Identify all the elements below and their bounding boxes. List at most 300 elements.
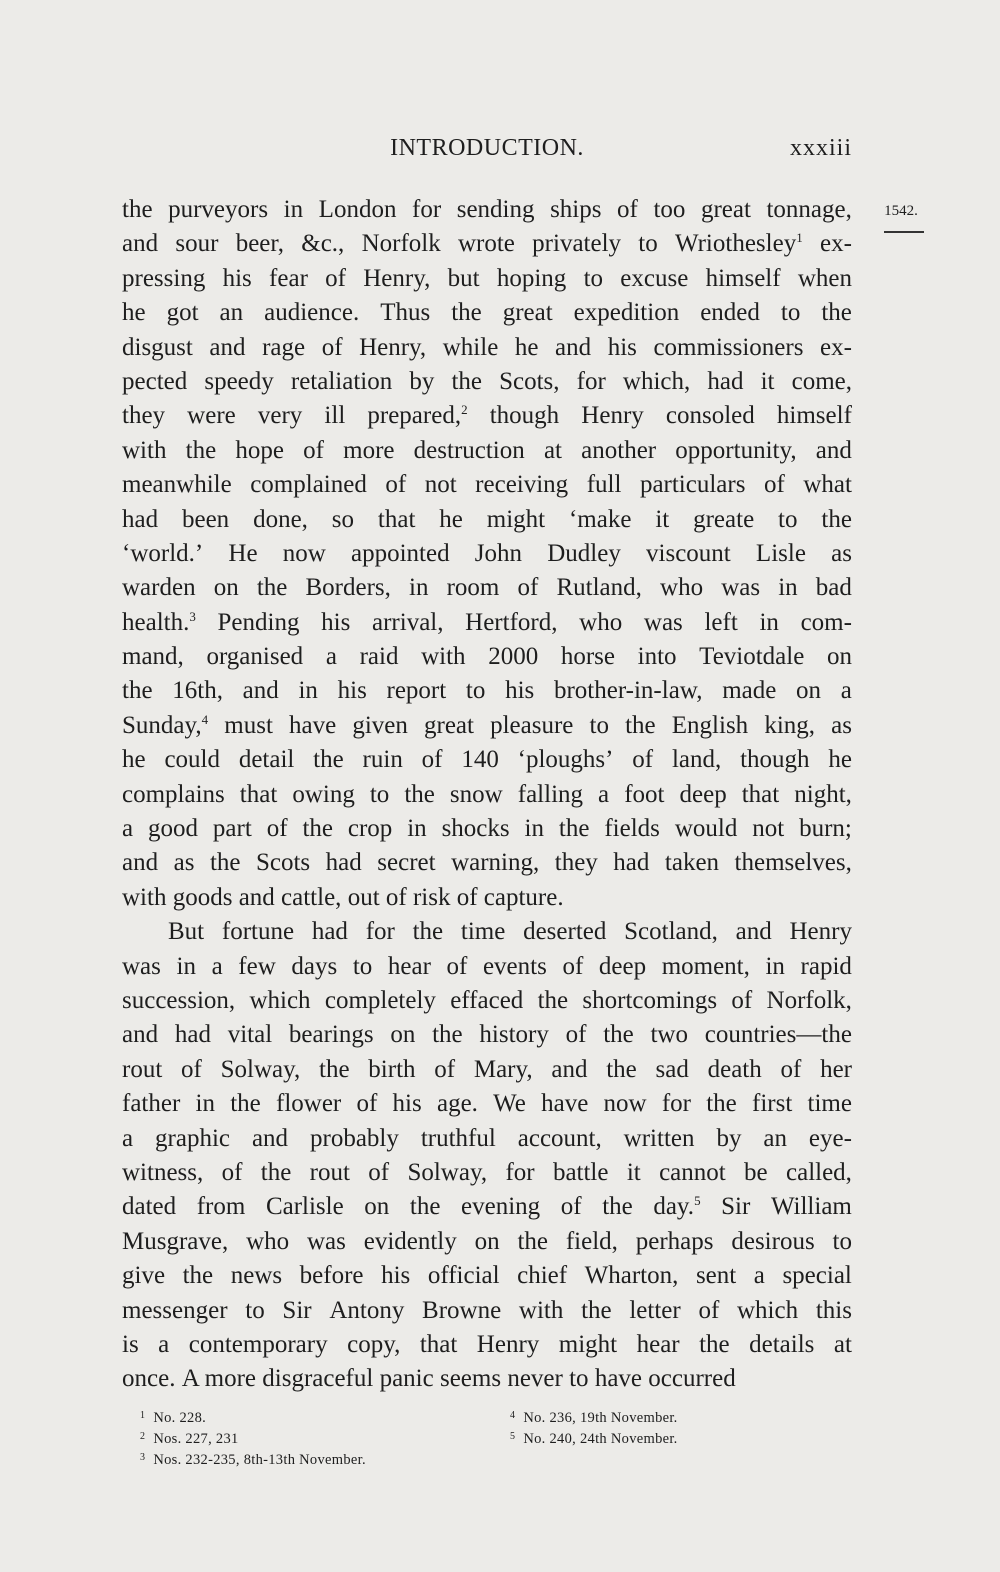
word: particulars bbox=[639, 471, 746, 499]
word: that bbox=[239, 780, 278, 808]
word: the bbox=[625, 711, 656, 739]
word: it bbox=[760, 367, 775, 395]
word: occurred bbox=[648, 1365, 736, 1393]
word: when bbox=[797, 264, 852, 292]
word: a bbox=[122, 815, 134, 843]
word: com- bbox=[800, 608, 852, 636]
word: had bbox=[325, 849, 362, 877]
word: while bbox=[442, 333, 499, 361]
margin-year-note: 1542. bbox=[884, 203, 918, 219]
word: probably bbox=[310, 1124, 399, 1152]
word: 2000 bbox=[488, 643, 539, 671]
word: horse bbox=[560, 643, 615, 671]
word: must bbox=[224, 711, 273, 739]
text-line bbox=[122, 1156, 852, 1190]
word: Lisle bbox=[755, 539, 806, 567]
word: the bbox=[302, 815, 333, 843]
word: to bbox=[638, 230, 658, 258]
word: Hertford, bbox=[465, 608, 558, 636]
word: few bbox=[238, 952, 276, 980]
word: report bbox=[386, 677, 447, 705]
word: they bbox=[554, 849, 598, 877]
footnote-mark: 3 bbox=[140, 1452, 146, 1463]
text-line bbox=[122, 571, 852, 605]
word: and bbox=[551, 1055, 588, 1083]
word: that bbox=[419, 1330, 458, 1358]
word: more bbox=[343, 436, 395, 464]
word: pected bbox=[122, 367, 188, 395]
word: John bbox=[474, 539, 523, 567]
word: brother-in-law, bbox=[553, 677, 703, 705]
word: and bbox=[122, 849, 159, 877]
word: sending bbox=[456, 196, 535, 223]
text-line bbox=[122, 331, 852, 365]
word: on bbox=[826, 643, 852, 671]
word: Carlisle bbox=[265, 1193, 344, 1221]
text-line bbox=[122, 227, 852, 261]
word: on bbox=[796, 677, 822, 705]
footnote-mark: 2 bbox=[140, 1431, 146, 1442]
word: in bbox=[778, 574, 798, 602]
word: his bbox=[222, 264, 252, 292]
text-line bbox=[122, 915, 852, 949]
word: history bbox=[479, 1021, 549, 1049]
word: have bbox=[594, 1365, 643, 1393]
footnote-text: Nos. 232-235, 8th-13th November. bbox=[153, 1452, 366, 1468]
word: ex- bbox=[820, 333, 852, 361]
word: not bbox=[752, 815, 785, 843]
word: made bbox=[722, 677, 777, 705]
word: expedition bbox=[573, 299, 680, 327]
word: of bbox=[385, 471, 407, 499]
word: the bbox=[537, 986, 569, 1014]
footnote bbox=[140, 1426, 480, 1447]
word: of bbox=[325, 264, 346, 292]
word: father bbox=[122, 1090, 181, 1118]
word: was bbox=[643, 608, 683, 636]
word: out bbox=[347, 883, 380, 911]
word: of bbox=[731, 986, 753, 1014]
word: of bbox=[446, 952, 468, 980]
word: the bbox=[602, 1193, 633, 1221]
text-line bbox=[122, 846, 852, 880]
word: what bbox=[803, 471, 852, 499]
word: for bbox=[505, 1158, 535, 1186]
word: at bbox=[543, 436, 562, 464]
word: they bbox=[122, 402, 166, 430]
word: though bbox=[489, 402, 560, 430]
word: a bbox=[753, 1262, 765, 1290]
text-line bbox=[122, 606, 852, 640]
word: Henry, bbox=[363, 264, 431, 292]
word: great bbox=[700, 196, 751, 223]
word: for bbox=[661, 1090, 691, 1118]
word: land, bbox=[671, 746, 722, 774]
word: to bbox=[778, 505, 798, 533]
text-line bbox=[122, 709, 852, 743]
word: left bbox=[704, 608, 738, 636]
word: excuse bbox=[620, 264, 689, 292]
text-line bbox=[122, 743, 852, 777]
word: the bbox=[451, 299, 482, 327]
word: he bbox=[122, 299, 146, 327]
word: he bbox=[828, 746, 852, 774]
footnote bbox=[140, 1447, 480, 1468]
text-line bbox=[122, 503, 852, 537]
word: who bbox=[660, 574, 704, 602]
word: receiving bbox=[475, 471, 569, 499]
word: be bbox=[744, 1158, 768, 1186]
word: as bbox=[173, 849, 195, 877]
word: details bbox=[749, 1330, 815, 1358]
word: might bbox=[558, 1330, 618, 1358]
word: the bbox=[606, 1055, 637, 1083]
word: of bbox=[763, 471, 785, 499]
word: English bbox=[671, 711, 749, 739]
word: copy, bbox=[347, 1330, 401, 1358]
word: had bbox=[174, 1021, 211, 1049]
word: purveyors bbox=[168, 196, 269, 223]
word: Solway, bbox=[407, 1158, 488, 1186]
word: part bbox=[212, 815, 252, 843]
word: themselves, bbox=[734, 849, 852, 877]
word: letter bbox=[629, 1296, 681, 1324]
word: and bbox=[209, 333, 246, 361]
word: on bbox=[213, 574, 239, 602]
word: perhaps bbox=[635, 1227, 714, 1255]
word: succession, bbox=[122, 986, 236, 1014]
word: to bbox=[245, 1296, 265, 1324]
body-text bbox=[122, 193, 852, 1397]
word: of bbox=[356, 1090, 378, 1118]
word: his bbox=[392, 1090, 422, 1118]
word: the bbox=[451, 367, 482, 395]
word: to bbox=[465, 677, 486, 705]
word: a bbox=[598, 780, 610, 808]
word: called, bbox=[786, 1158, 852, 1186]
word: official bbox=[427, 1262, 500, 1290]
word: rout bbox=[122, 1055, 163, 1083]
word: shocks bbox=[441, 815, 510, 843]
word: a bbox=[325, 643, 337, 671]
word: it bbox=[626, 1158, 641, 1186]
word: in bbox=[298, 677, 318, 705]
word: and bbox=[238, 883, 275, 911]
word: day.$^5$ bbox=[653, 1193, 701, 1221]
text-line bbox=[122, 881, 852, 915]
text-line bbox=[122, 1362, 852, 1396]
word: Scots, bbox=[499, 367, 560, 395]
word: of bbox=[632, 746, 654, 774]
footnote bbox=[510, 1426, 790, 1447]
word: hear bbox=[636, 1330, 680, 1358]
footnote-text: No. 240, 24th November. bbox=[523, 1431, 678, 1447]
word: rout bbox=[309, 1158, 350, 1186]
word: retaliation bbox=[290, 367, 393, 395]
word: on bbox=[474, 1227, 500, 1255]
word: 140 bbox=[461, 746, 499, 774]
word: moment, bbox=[661, 952, 750, 980]
word: wrote bbox=[457, 230, 515, 258]
word: crop bbox=[347, 815, 393, 843]
word: of bbox=[517, 574, 539, 602]
word: which bbox=[249, 986, 311, 1014]
word: pleasure bbox=[490, 711, 574, 739]
word: his bbox=[607, 333, 637, 361]
word: with bbox=[518, 1296, 564, 1324]
word: the bbox=[699, 1330, 730, 1358]
word: sent bbox=[695, 1262, 737, 1290]
word: the bbox=[122, 196, 153, 223]
word: time bbox=[807, 1090, 852, 1118]
word: disgraceful bbox=[262, 1365, 374, 1393]
word: foot bbox=[624, 780, 665, 808]
word: mand, bbox=[122, 643, 184, 671]
word: 16th, bbox=[172, 677, 223, 705]
word: &c., bbox=[301, 230, 345, 258]
word: not bbox=[424, 471, 457, 499]
word: Henry bbox=[581, 402, 644, 430]
word: Teviotdale bbox=[699, 643, 805, 671]
word: come, bbox=[791, 367, 852, 395]
word: Browne bbox=[422, 1296, 502, 1324]
text-line bbox=[122, 1328, 852, 1362]
word: which, bbox=[622, 367, 691, 395]
word: in bbox=[759, 608, 779, 636]
word: Norfolk bbox=[361, 230, 441, 258]
word: hoping bbox=[496, 264, 567, 292]
word: the bbox=[821, 299, 852, 327]
word: the bbox=[209, 849, 241, 877]
word: seems bbox=[439, 1365, 502, 1393]
word: king, bbox=[764, 711, 816, 739]
text-line bbox=[122, 950, 852, 984]
word: falling bbox=[517, 780, 584, 808]
word: time bbox=[460, 918, 506, 946]
word: health.$^3$ bbox=[122, 608, 196, 636]
running-head bbox=[122, 135, 852, 167]
word: goods bbox=[172, 883, 233, 911]
word: bearings bbox=[288, 1021, 374, 1049]
word: and bbox=[555, 333, 592, 361]
word: rapid bbox=[800, 952, 852, 980]
word: ended bbox=[700, 299, 760, 327]
word: of bbox=[368, 1158, 390, 1186]
word: an bbox=[763, 1124, 787, 1152]
word: it bbox=[655, 505, 670, 533]
word: but bbox=[447, 264, 480, 292]
word: Wharton, bbox=[584, 1262, 679, 1290]
word: prepared,$^2$ bbox=[367, 402, 468, 430]
word: cattle, bbox=[281, 883, 342, 911]
word: though bbox=[740, 746, 810, 774]
word: had bbox=[707, 367, 744, 395]
word: dated bbox=[122, 1193, 177, 1221]
word: of bbox=[456, 883, 478, 911]
word: cannot bbox=[659, 1158, 726, 1186]
word: secret bbox=[377, 849, 436, 877]
word: Wriothesley$^1$ bbox=[675, 230, 803, 258]
word: two bbox=[650, 1021, 688, 1049]
word: was bbox=[122, 952, 161, 980]
word: Henry bbox=[476, 1330, 540, 1358]
word: the bbox=[260, 1158, 292, 1186]
word: burn; bbox=[799, 815, 852, 843]
word: sad bbox=[655, 1055, 689, 1083]
word: Antony bbox=[329, 1296, 405, 1324]
word: had bbox=[311, 918, 348, 946]
word: of bbox=[617, 196, 638, 223]
word: the bbox=[581, 1296, 612, 1324]
word: A bbox=[181, 1365, 199, 1393]
word: could bbox=[164, 746, 220, 774]
word: to bbox=[780, 299, 801, 327]
word: his bbox=[505, 677, 535, 705]
word: beer, bbox=[235, 230, 284, 258]
word: been bbox=[181, 505, 230, 533]
text-line bbox=[122, 778, 852, 812]
word: is bbox=[122, 1330, 139, 1358]
word: of bbox=[565, 1021, 587, 1049]
word: Rutland, bbox=[556, 574, 642, 602]
word: in bbox=[195, 1090, 215, 1118]
word: We bbox=[493, 1090, 526, 1118]
word: disgust bbox=[122, 333, 193, 361]
word: of bbox=[181, 1055, 202, 1083]
word: bad bbox=[815, 574, 852, 602]
word: consoled bbox=[665, 402, 755, 430]
text-line bbox=[122, 1294, 852, 1328]
word: Sir bbox=[721, 1193, 751, 1221]
text-line bbox=[122, 365, 852, 399]
word: he bbox=[514, 333, 539, 361]
word: days bbox=[291, 952, 338, 980]
word: viscount bbox=[646, 539, 731, 567]
word: Borders, bbox=[305, 574, 391, 602]
word: this bbox=[815, 1296, 852, 1324]
word: now bbox=[603, 1090, 647, 1118]
word: by bbox=[409, 367, 435, 395]
word: truthful bbox=[420, 1124, 496, 1152]
word: that bbox=[377, 505, 416, 533]
word: written bbox=[623, 1124, 695, 1152]
word: graphic bbox=[155, 1124, 231, 1152]
word: from bbox=[196, 1193, 246, 1221]
word: But bbox=[168, 918, 205, 946]
word: more bbox=[204, 1365, 257, 1393]
word: the bbox=[319, 1055, 350, 1083]
word: hear bbox=[387, 952, 431, 980]
word: a bbox=[122, 1124, 134, 1152]
word: in bbox=[176, 952, 196, 980]
word: Scots bbox=[255, 849, 311, 877]
word: Norfolk, bbox=[766, 986, 852, 1014]
word: to bbox=[832, 1227, 852, 1255]
word: the bbox=[122, 677, 153, 705]
word: of bbox=[434, 1055, 456, 1083]
text-line bbox=[122, 468, 852, 502]
word: deep bbox=[598, 952, 647, 980]
word: and bbox=[815, 436, 852, 464]
word: his bbox=[337, 677, 367, 705]
word: as bbox=[831, 711, 852, 739]
page-number: xxxiii bbox=[789, 135, 852, 161]
word: completely bbox=[324, 986, 436, 1014]
text-line bbox=[122, 1225, 852, 1259]
word: Sir bbox=[282, 1296, 312, 1324]
word: opportunity, bbox=[675, 436, 797, 464]
word: have bbox=[289, 711, 337, 739]
word: detail bbox=[238, 746, 295, 774]
word: evidently bbox=[363, 1227, 457, 1255]
word: had bbox=[122, 505, 159, 533]
word: a bbox=[158, 1330, 170, 1358]
text-line bbox=[122, 1122, 852, 1156]
word: fields bbox=[604, 815, 660, 843]
footnotes-right-column bbox=[510, 1405, 790, 1447]
word: in bbox=[407, 815, 427, 843]
word: the bbox=[409, 1193, 441, 1221]
word: great bbox=[502, 299, 553, 327]
word: and bbox=[122, 230, 159, 258]
word: as bbox=[831, 539, 852, 567]
word: was bbox=[721, 574, 761, 602]
word: Dudley bbox=[547, 539, 621, 567]
word: with bbox=[122, 436, 167, 464]
text-line bbox=[122, 674, 852, 708]
running-title: INTRODUCTION. bbox=[390, 135, 584, 161]
word: and bbox=[251, 1124, 289, 1152]
word: events bbox=[482, 952, 547, 980]
word: the bbox=[432, 1021, 463, 1049]
word: chief bbox=[517, 1262, 568, 1290]
word: the bbox=[182, 1262, 214, 1290]
word: to bbox=[583, 264, 604, 292]
word: at bbox=[833, 1330, 852, 1358]
word: great bbox=[424, 711, 474, 739]
word: hope bbox=[235, 436, 284, 464]
text-line bbox=[122, 296, 852, 330]
word: ruin bbox=[362, 746, 403, 774]
word: destruction bbox=[413, 436, 525, 464]
word: rage bbox=[262, 333, 306, 361]
word: the bbox=[706, 1090, 737, 1118]
word: of bbox=[780, 1055, 802, 1083]
word: the bbox=[230, 1090, 261, 1118]
word: in bbox=[765, 952, 785, 980]
text-line bbox=[122, 640, 852, 674]
word: the bbox=[313, 746, 344, 774]
word: flower bbox=[276, 1090, 342, 1118]
text-line bbox=[122, 434, 852, 468]
word: Scotland, bbox=[624, 918, 718, 946]
word: an bbox=[219, 299, 244, 327]
text-line bbox=[122, 1087, 852, 1121]
word: ‘world.’ bbox=[122, 539, 204, 567]
word: the bbox=[185, 436, 217, 464]
word: risk bbox=[412, 883, 451, 911]
footnotes-left-column bbox=[140, 1405, 480, 1468]
word: vital bbox=[227, 1021, 273, 1049]
word: a bbox=[840, 677, 852, 705]
word: organised bbox=[206, 643, 304, 671]
word: Musgrave, bbox=[122, 1227, 229, 1255]
footnote-mark: 1 bbox=[140, 1410, 146, 1421]
footnote bbox=[140, 1405, 480, 1426]
word: taken bbox=[664, 849, 720, 877]
word: tonnage, bbox=[766, 196, 852, 223]
word: to bbox=[589, 711, 609, 739]
